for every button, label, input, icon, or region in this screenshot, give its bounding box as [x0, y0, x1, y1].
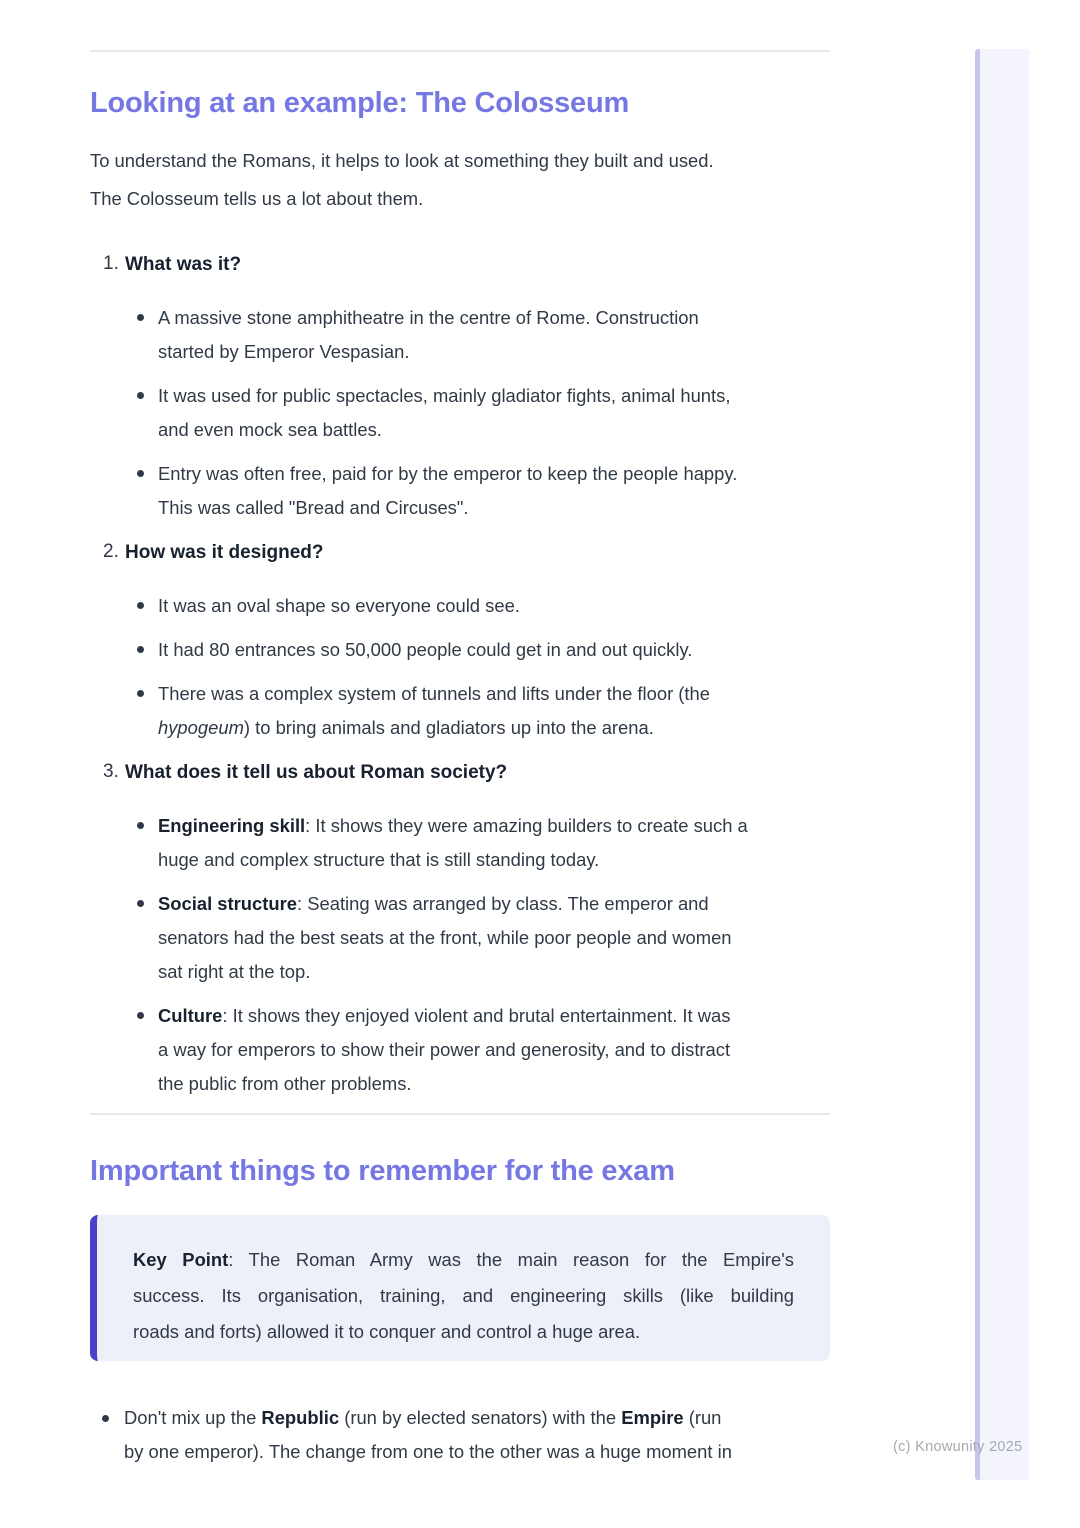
- bullet-item: [125, 633, 830, 667]
- bullet-text: [158, 307, 699, 362]
- item-heading: What was it?: [125, 254, 242, 275]
- bullet-item: [125, 457, 830, 525]
- text-run: (run: [683, 1407, 722, 1428]
- intro-paragraph: [90, 142, 830, 218]
- bullet-text: [158, 683, 710, 738]
- numbered-item: [90, 755, 830, 1101]
- text-run: and even mock sea battles.: [158, 419, 382, 440]
- text-run: Empire: [621, 1407, 684, 1428]
- bullet-item: [125, 999, 830, 1101]
- section-title-colosseum: Looking at an example: The Colosseum: [90, 87, 630, 119]
- item-heading: How was it designed?: [125, 542, 324, 563]
- text-run: To understand the Romans, it helps to look at something they built and used.: [90, 150, 714, 171]
- section-title-exam: Important things to remember for the exam: [90, 1155, 675, 1187]
- numbered-list: [90, 247, 830, 1101]
- item-number: 1.: [103, 253, 119, 274]
- key-point-line: [133, 1242, 794, 1278]
- text-run: There was a complex system of tunnels and lifts under the floor (the: [158, 683, 710, 704]
- bullet-item: [125, 887, 830, 989]
- bullet-text: [158, 815, 748, 870]
- section-divider: [90, 1113, 830, 1115]
- text-run: huge and complex structure that is still standing today.: [158, 849, 600, 870]
- text-run: a way for emperors to show their power and generosity, and to distract: [158, 1039, 731, 1060]
- text-run: It was an oval shape so everyone could see.: [158, 595, 520, 616]
- bullet-list: [125, 301, 830, 525]
- text-run: : The Roman Army was the main reason for the Empire's: [228, 1249, 794, 1270]
- text-run: : It shows they were amazing builders to create such a: [305, 815, 748, 836]
- text-run: The Colosseum tells us a lot about them.: [90, 188, 424, 209]
- side-panel: [975, 49, 1029, 1480]
- content-column: [90, 0, 830, 1469]
- bullet-item: [125, 809, 830, 877]
- exam-bullet-item: [90, 1401, 830, 1469]
- text-run: Entry was often free, paid for by the emperor to keep the people happy.: [158, 463, 738, 484]
- text-run: success. Its organisation, training, and engineering skills (like building: [133, 1285, 794, 1306]
- text-run: sat right at the top.: [158, 961, 311, 982]
- bullet-marker: [137, 314, 144, 321]
- text-run: ) to bring animals and gladiators up into the arena.: [243, 717, 654, 738]
- bullet-item: [125, 677, 830, 745]
- bullet-marker: [137, 1012, 144, 1019]
- text-run: This was called "Bread and Circuses".: [158, 497, 469, 518]
- bullet-list: [125, 589, 830, 745]
- text-run: started by Emperor Vespasian.: [158, 341, 410, 362]
- numbered-item: [90, 535, 830, 745]
- text-run: roads and forts) allowed it to conquer and control a huge area.: [133, 1321, 641, 1342]
- bullet-text: [158, 893, 732, 982]
- text-run: Social structure: [158, 893, 297, 914]
- text-run: (run by elected senators) with the: [339, 1407, 622, 1428]
- key-point-callout: [90, 1215, 830, 1361]
- bullet-marker: [137, 470, 144, 477]
- bullet-marker: [137, 392, 144, 399]
- item-heading: What does it tell us about Roman society?: [125, 762, 508, 783]
- bullet-text: [158, 385, 730, 440]
- bullet-item: [125, 301, 830, 369]
- bullet-text: [158, 463, 737, 518]
- text-run: Don't mix up the: [124, 1407, 262, 1428]
- bullet-text: [158, 639, 692, 660]
- bullet-marker: [137, 646, 144, 653]
- text-run: Culture: [158, 1005, 223, 1026]
- numbered-item: [90, 247, 830, 525]
- text-run: senators had the best seats at the front, while poor people and women: [158, 927, 732, 948]
- bullet-text: [158, 1005, 730, 1094]
- text-run: by one emperor). The change from one to the other was a huge moment in: [124, 1441, 732, 1462]
- text-run: Key Point: [133, 1249, 229, 1270]
- text-run: : It shows they enjoyed violent and brutal entertainment. It was: [222, 1005, 731, 1026]
- bullet-marker: [137, 690, 144, 697]
- bullet-text: [124, 1407, 732, 1462]
- bullet-list: [125, 809, 830, 1101]
- bullet-marker: [137, 602, 144, 609]
- bullet-marker: [137, 900, 144, 907]
- text-run: : Seating was arranged by class. The emperor and: [297, 893, 709, 914]
- item-number: 2.: [103, 541, 119, 562]
- text-run: It was used for public spectacles, mainly gladiator fights, animal hunts,: [158, 385, 731, 406]
- bullet-item: [125, 379, 830, 447]
- text-run: the public from other problems.: [158, 1073, 412, 1094]
- text-run: It had 80 entrances so 50,000 people could get in and out quickly.: [158, 639, 693, 660]
- text-run: A massive stone amphitheatre in the centre of Rome. Construction: [158, 307, 699, 328]
- bullet-marker: [137, 822, 144, 829]
- item-number: 3.: [103, 761, 119, 782]
- watermark: (c) Knowunity 2025: [893, 1439, 1023, 1455]
- bullet-marker: [102, 1415, 109, 1422]
- text-run: Republic: [261, 1407, 340, 1428]
- bullet-text: [158, 595, 520, 616]
- text-run: hypogeum: [158, 717, 244, 738]
- key-point-line: [133, 1278, 794, 1314]
- key-point-line: [133, 1314, 794, 1350]
- text-run: Engineering skill: [158, 815, 306, 836]
- top-divider: [90, 50, 830, 52]
- bullet-item: [125, 589, 830, 623]
